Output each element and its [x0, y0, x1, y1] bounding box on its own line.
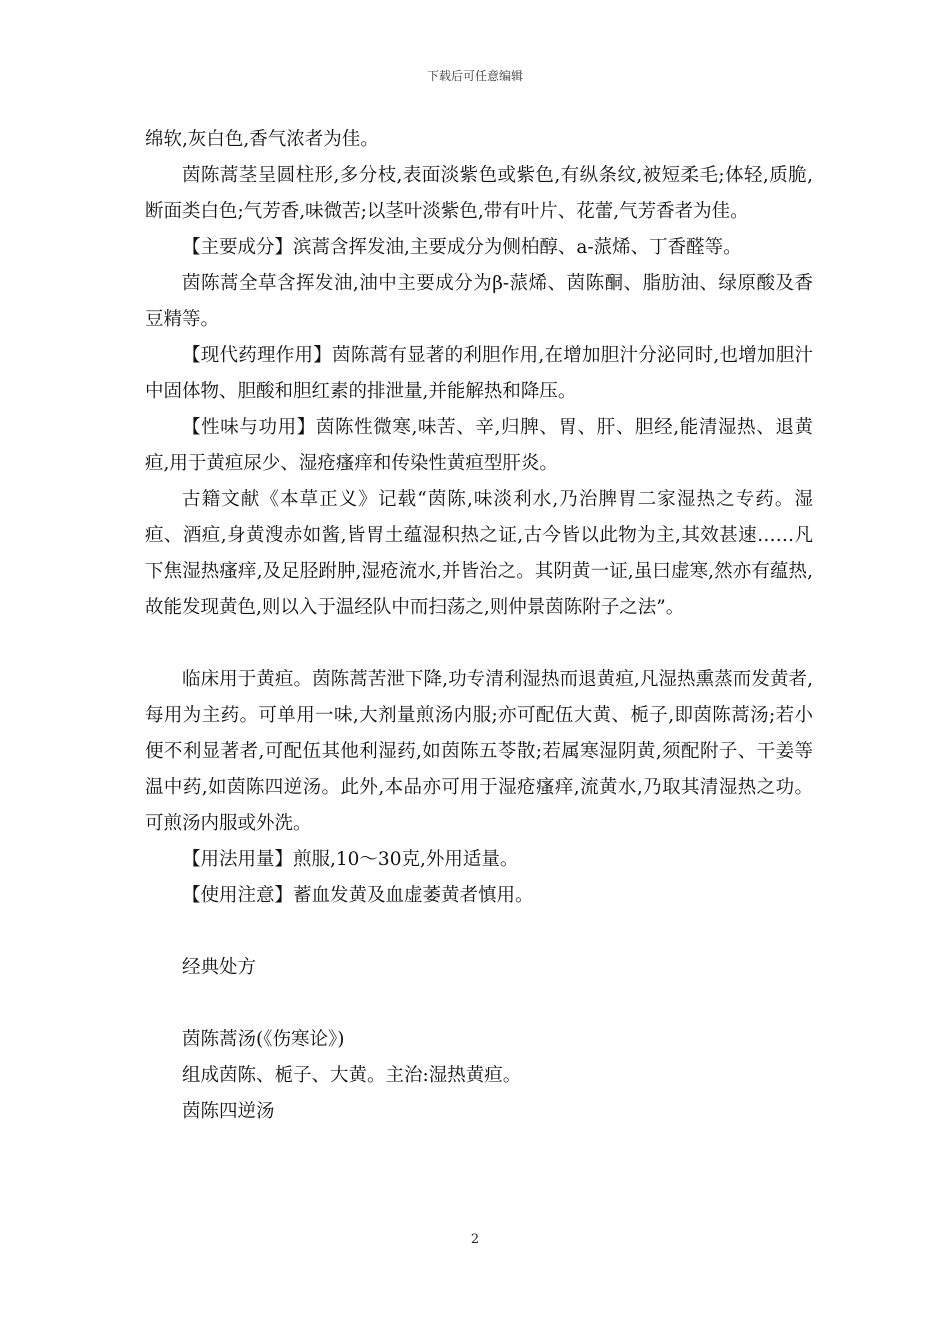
prescription-composition: 组成茵陈、栀子、大黄。主治:湿热黄疸。	[182, 1065, 522, 1086]
page-header: 下载后可任意编辑	[426, 69, 523, 83]
paragraph-stem-description: 茵陈蒿茎呈圆柱形,多分枝,表面淡紫色或紫色,有纵条纹,被短柔毛;体轻,质脆,断面类白色;气芳香,味微苦;以茎叶淡紫色,带有叶片、花蕾,气芳香者为佳。	[145, 165, 813, 222]
paragraph-classical-literature: 古籍文献《本草正义》记载“茵陈,味淡利水,乃治脾胃二家湿热之专药。湿疸、酒疸,身黄溲赤如酱,皆胃土蕴湿积热之证,古今皆以此物为主,其效甚速……凡下焦湿热瘙痒,及足胫跗肿,湿疮流水,并皆治之。其阴黄一证,虽曰虚寒,然亦有蕴热,故能发现黄色,则以入于温经队中而扫荡之,则仲景茵陈附子之法”。	[145, 489, 813, 618]
document-body	[145, 122, 813, 1130]
section-heading-classic-prescriptions: 经典处方	[182, 957, 257, 978]
paragraph-clinical-use: 临床用于黄疸。茵陈蒿苦泄下降,功专清利湿热而退黄疸,凡湿热熏蒸而发黄者,每用为主药。可单用一味,大剂量煎汤内服;亦可配伍大黄、栀子,即茵陈蒿汤;若小便不利显著者,可配伍其他利湿药,如茵陈五苓散;若属寒湿阴黄,须配附子、干姜等温中药,如茵陈四逆汤。此外,本品亦可用于湿疮瘙痒,流黄水,乃取其清湿热之功。可煎汤内服或外洗。	[145, 669, 813, 834]
page-number: 2	[470, 1232, 480, 1247]
prescription-title-yinchen-sini-tang: 茵陈四逆汤	[182, 1101, 275, 1122]
prescription-title-yinchenhao-tang: 茵陈蒿汤(《伤寒论》)	[182, 1029, 345, 1050]
paragraph-main-components: 【主要成分】滨蒿含挥发油,主要成分为侧柏醇、a-蒎烯、丁香醛等。	[182, 237, 742, 258]
paragraph-precautions: 【使用注意】蓄血发黄及血虚萎黄者慎用。	[182, 885, 534, 906]
paragraph-properties-functions: 【性味与功用】茵陈性微寒,味苦、辛,归脾、胃、肝、胆经,能清湿热、退黄疸,用于黄疸尿少、湿疮瘙痒和传染性黄疸型肝炎。	[145, 417, 813, 474]
paragraph-volatile-oil: 茵陈蒿全草含挥发油,油中主要成分为β-蒎烯、茵陈酮、脂肪油、绿原酸及香豆精等。	[145, 273, 813, 330]
paragraph-pharmacology: 【现代药理作用】茵陈蒿有显著的利胆作用,在增加胆汁分泌同时,也增加胆汁中固体物、胆酸和胆红素的排泄量,并能解热和降压。	[145, 345, 813, 402]
paragraph-description-continued: 绵软,灰白色,香气浓者为佳。	[145, 129, 379, 150]
paragraph-dosage: 【用法用量】煎服,10～30克,外用适量。	[182, 849, 519, 870]
